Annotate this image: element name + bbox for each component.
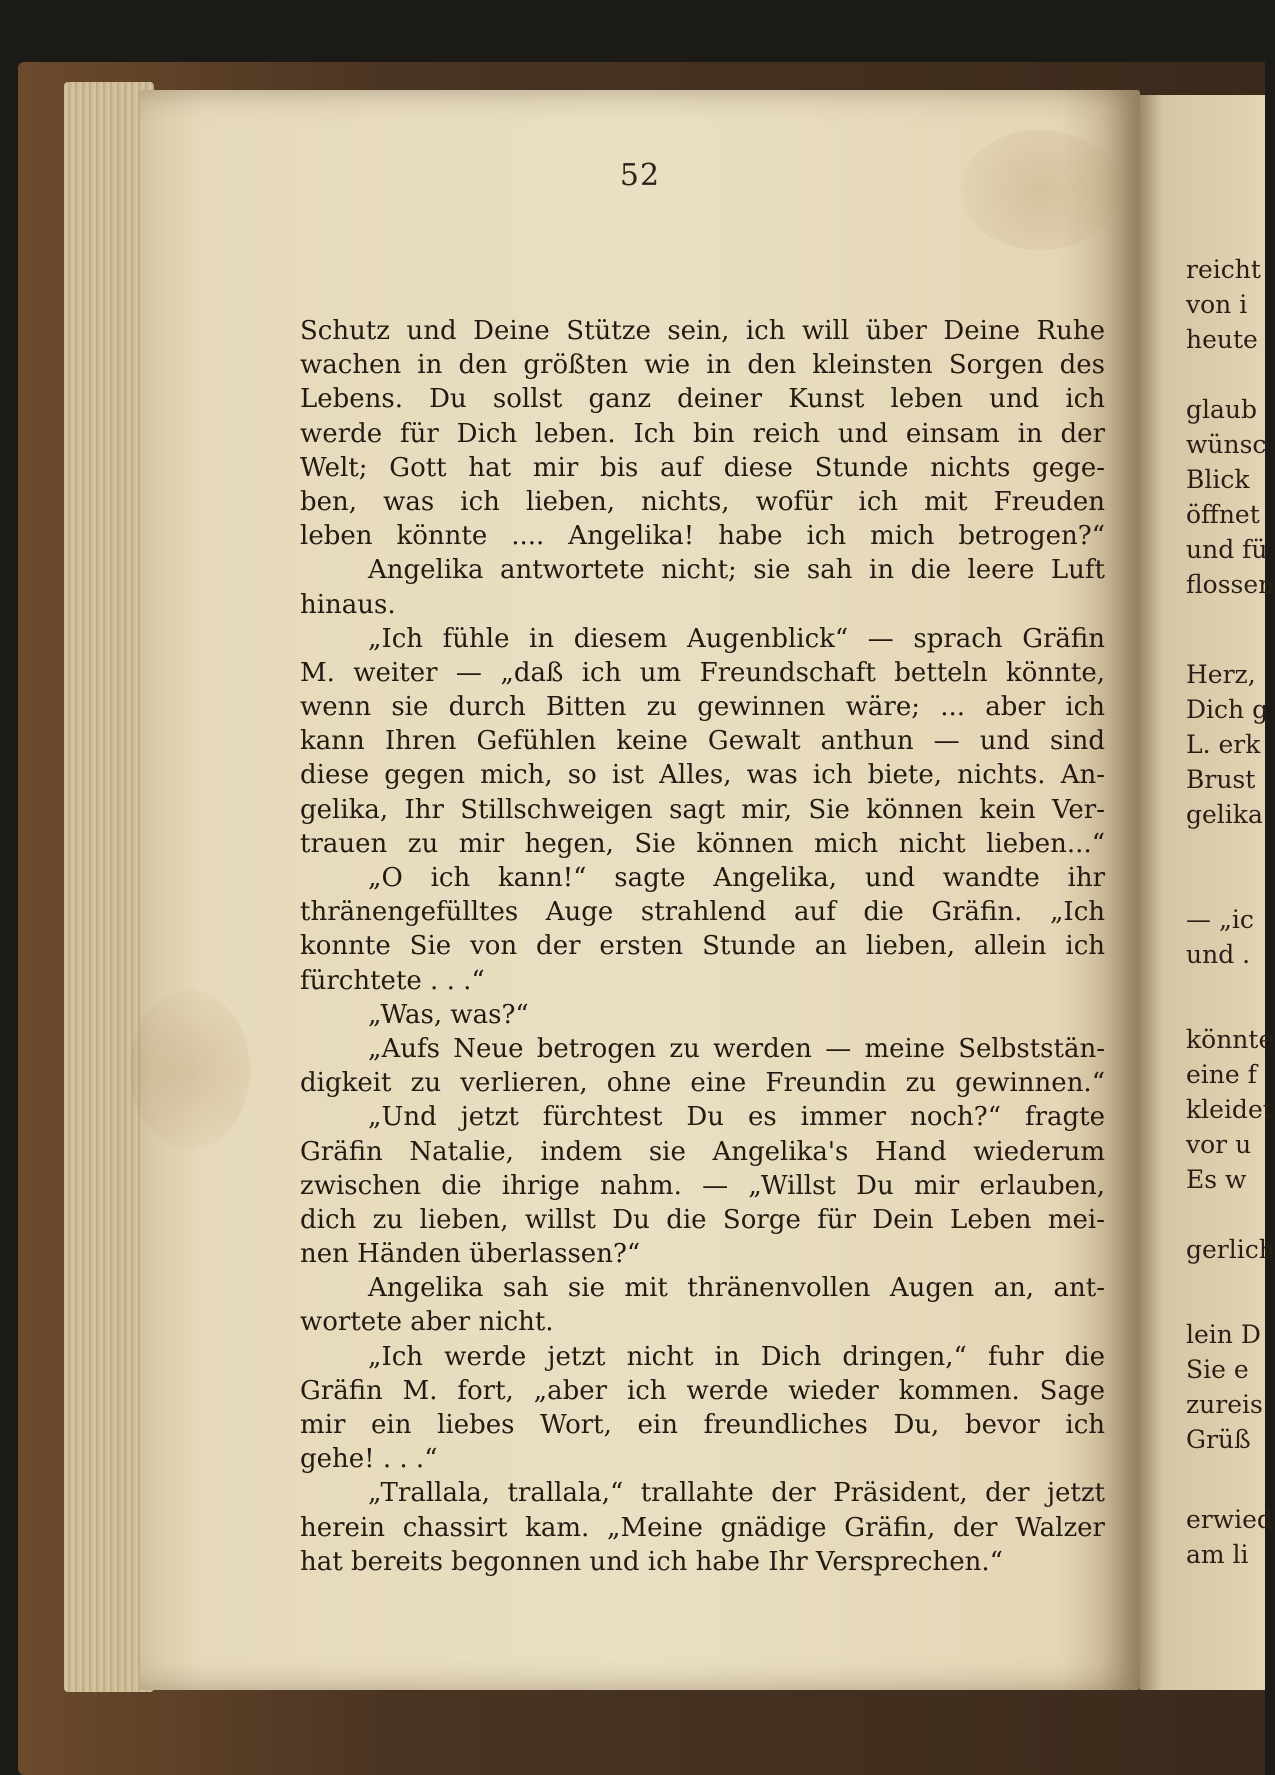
text-line: „Und jetzt fürchtest Du es immer noch?“ fragte (368, 1102, 1105, 1133)
text-line: mir ein liebes Wort, ein freundliches Du, bevor ich (300, 1410, 1105, 1440)
next-page-text-fragment: erwied (1186, 1505, 1273, 1534)
next-page-text-fragment: am li (1186, 1540, 1249, 1569)
text-line: Angelika sah sie mit thränenvollen Augen an, ant- (368, 1273, 1105, 1304)
text-line: ben, was ich lieben, nichts, wofür ich mit Freuden (300, 486, 1105, 517)
text-line: gehe! . . .“ (300, 1444, 438, 1475)
text-line: „Trallala, trallala,“ trallahte der Präsident, der jetzt (368, 1478, 1105, 1509)
text-line: Gräfin Natalie, indem sie Angelika's Hand wiederum (300, 1136, 1105, 1167)
next-page-text-fragment: zureis (1186, 1390, 1263, 1419)
next-page-text-fragment: vor u (1186, 1130, 1252, 1159)
text-line: „Was, was?“ (368, 999, 529, 1030)
text-line: Lebens. Du sollst ganz deiner Kunst leben und ich (300, 384, 1105, 415)
next-page-text-fragment: und fü (1186, 535, 1268, 564)
next-page-text-fragment: L. erk (1186, 730, 1261, 759)
text-line: Schutz und Deine Stütze sein, ich will über Deine Ruhe (300, 316, 1105, 346)
next-page-text-fragment: gerlich (1186, 1235, 1275, 1264)
text-line: diese gegen mich, so ist Alles, was ich biete, nichts. An- (300, 760, 1105, 791)
text-line: leben könnte .... Angelika! habe ich mich betrogen?“ (300, 521, 1105, 552)
text-line: fürchtete . . .“ (300, 965, 485, 996)
next-page-text-fragment: Brust (1186, 765, 1256, 794)
text-line: herein chassirt kam. „Meine gnädige Gräfin, der Walzer (300, 1512, 1105, 1543)
next-page-text-fragment: lein D (1186, 1320, 1261, 1349)
page-text (300, 314, 1105, 1579)
text-line: gelika, Ihr Stillschweigen sagt mir, Sie können kein Ver- (300, 794, 1105, 825)
text-line: hinaus. (300, 589, 396, 620)
text-line: werde für Dich leben. Ich bin reich und einsam in der (300, 418, 1105, 449)
next-page-text-fragment: eine f (1186, 1060, 1257, 1089)
text-line: konnte Sie von der ersten Stunde an lieben, allein ich (300, 931, 1105, 962)
next-page-text-fragment: Sie e (1186, 1355, 1249, 1384)
text-line: digkeit zu verlieren, ohne eine Freundin zu gewinnen.“ (300, 1068, 1105, 1099)
next-page-text-fragment: Es w (1186, 1165, 1247, 1194)
text-line: „Aufs Neue betrogen zu werden — meine Selbststän- (368, 1033, 1105, 1064)
text-line: wachen in den größten wie in den kleinsten Sorgen des (300, 350, 1105, 381)
page-number: 52 (619, 158, 661, 193)
next-page-text-fragment: Dich g (1186, 695, 1269, 724)
next-page-text-fragment: Grüß (1186, 1425, 1251, 1454)
text-line: dich zu lieben, willst Du die Sorge für Dein Leben mei- (300, 1204, 1105, 1235)
text-line: Gräfin M. fort, „aber ich werde wieder kommen. Sage (300, 1375, 1105, 1406)
next-page-text-fragment: und . (1186, 940, 1251, 969)
next-page-text-fragment: Blick (1186, 465, 1250, 494)
text-line: kann Ihren Gefühlen keine Gewalt anthun — und sind (300, 726, 1105, 757)
next-page-text-fragment: kleidet (1186, 1095, 1273, 1124)
text-line: wortete aber nicht. (300, 1307, 554, 1338)
next-page-text-fragment: — „ic (1186, 905, 1254, 934)
next-page-text-fragment: öffnet (1186, 500, 1260, 529)
next-page-edge (1140, 95, 1275, 1690)
text-line: hat bereits begonnen und ich habe Ihr Versprechen.“ (300, 1546, 1003, 1577)
text-line: „Ich werde jetzt nicht in Dich dringen,“ fuhr die (368, 1341, 1105, 1372)
next-page-text-fragment: könnte (1186, 1025, 1274, 1054)
text-line: M. weiter — „daß ich um Freundschaft betteln könnte, (300, 657, 1105, 688)
text-line: trauen zu mir hegen, Sie können mich nicht lieben...“ (300, 828, 1105, 859)
next-page-text-fragment: flossen (1186, 570, 1275, 599)
text-line: zwischen die ihrige nahm. — „Willst Du mir erlauben, (300, 1170, 1105, 1201)
next-page-text-fragment: wünsc (1186, 430, 1267, 459)
text-line: „O ich kann!“ sagte Angelika, und wandte ihr (368, 863, 1105, 893)
text-line: Angelika antwortete nicht; sie sah in die leere Luft (368, 555, 1105, 586)
text-line: Welt; Gott hat mir bis auf diese Stunde nichts gege- (300, 452, 1105, 483)
text-line: „Ich fühle in diesem Augenblick“ — sprach Gräfin (368, 623, 1105, 654)
next-page-text-fragment: reicht (1186, 255, 1261, 284)
next-page-text-fragment: glaub (1186, 395, 1258, 424)
next-page-text-fragment: heute (1186, 325, 1258, 354)
next-page-text-fragment: gelika (1186, 800, 1263, 829)
next-page-text-fragment: Herz, (1186, 660, 1256, 689)
text-line: thränengefülltes Auge strahlend auf die Gräfin. „Ich (300, 897, 1105, 928)
book-page (140, 90, 1140, 1690)
text-line: wenn sie durch Bitten zu gewinnen wäre; ... aber ich (300, 692, 1105, 723)
text-line: nen Händen überlassen?“ (300, 1239, 641, 1270)
next-page-text-fragment: von i (1186, 290, 1248, 319)
